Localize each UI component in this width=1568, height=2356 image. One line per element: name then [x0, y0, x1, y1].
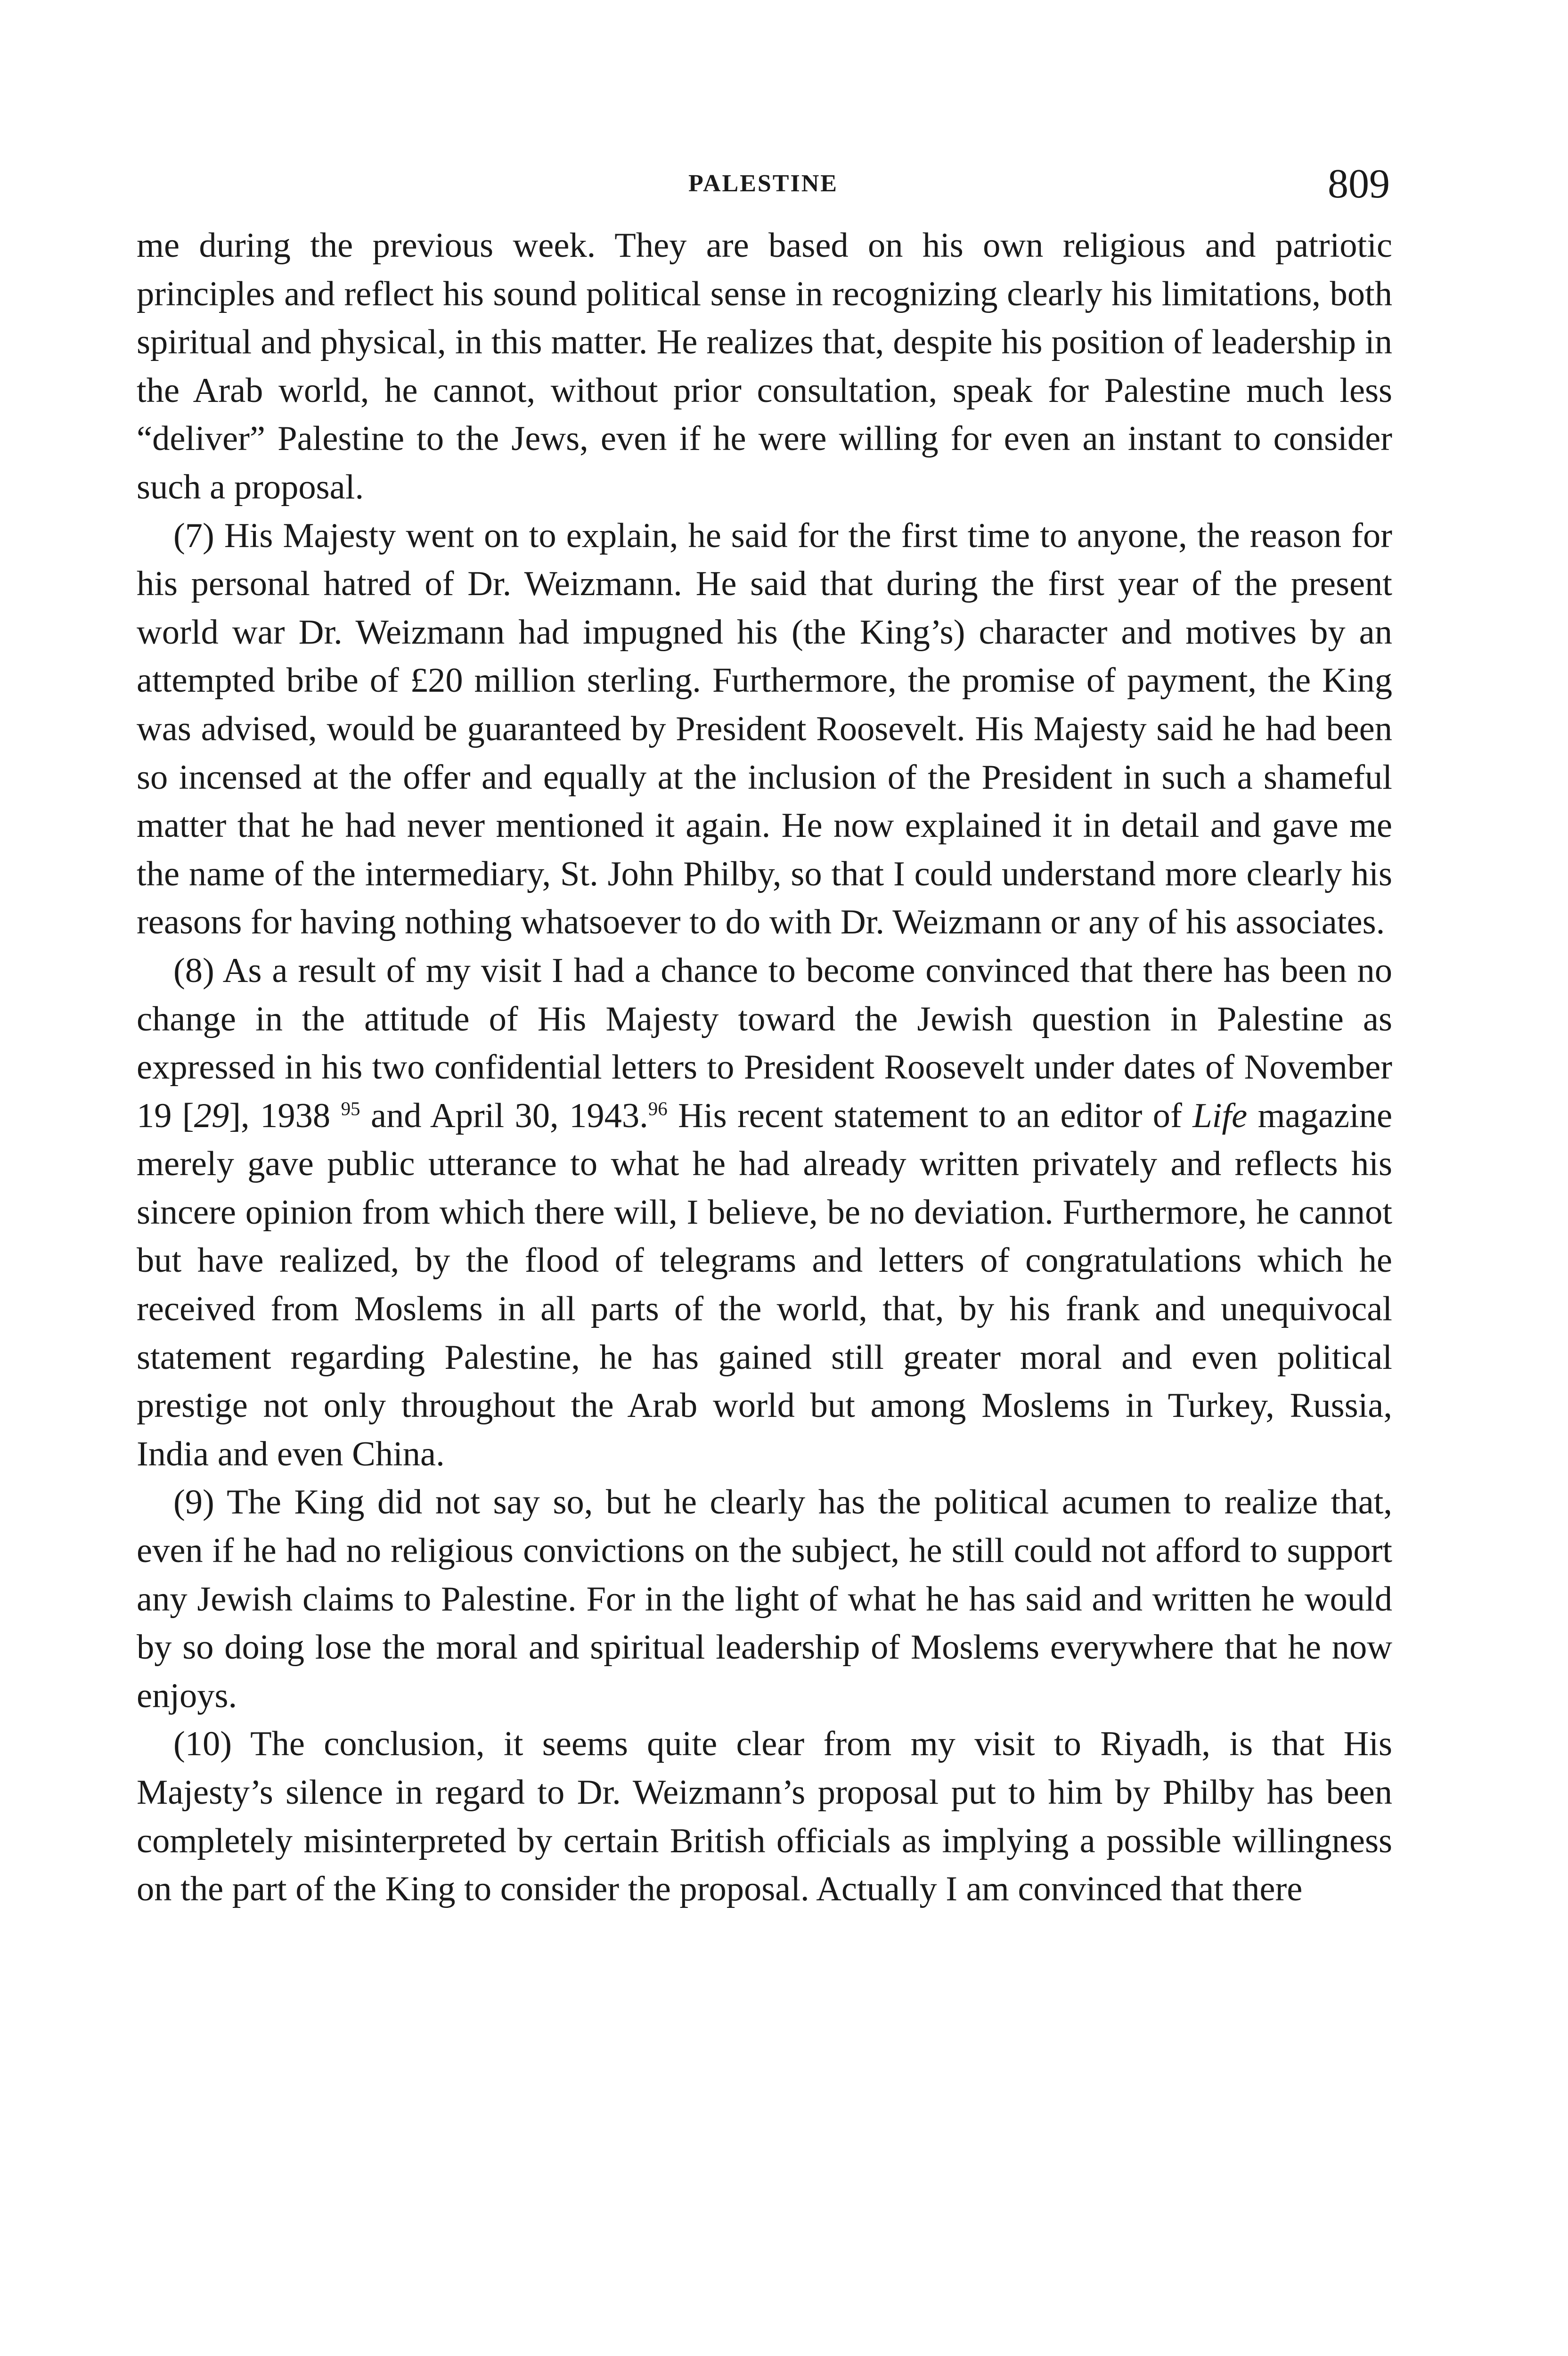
paragraph-8 — [137, 947, 1392, 1479]
footnote-ref-95: 95 — [341, 1097, 360, 1120]
page-header — [137, 160, 1390, 212]
magazine-title: Life — [1192, 1096, 1248, 1135]
paragraph-8-text-d: and April 30, 1943. — [360, 1096, 648, 1135]
page-number: 809 — [1328, 161, 1390, 207]
paragraph-8-text-c: ], 1938 — [229, 1096, 331, 1135]
running-head: PALESTINE — [688, 170, 838, 197]
paragraph-8-text-e: His recent statement to an editor of — [667, 1096, 1193, 1135]
paragraph-continuation: me during the previous week. They are based on his own religious and patriotic principles and reflect his sound political sense in recognizing clearly his limitations, both spiritual and physical, in this matter. He realizes that, despite his position of leadership in the Arab world, he cannot, without prior consultation, speak for Palestine much less “deliver” Palestine to the Jews, even if he were willing for even an instant to consider such a proposal. — [137, 226, 1392, 507]
editorial-correction: 29 — [194, 1096, 229, 1135]
body-text — [137, 221, 1392, 1914]
paragraph-8-text-g: magazine merely gave public utterance to what he had already written privately and reflects his sincere opinion from which there will, I believe, be no deviation. Furthermore, he cannot but have realized, by the flood of telegrams and letters of congratulations which he received from Moslems in all parts of the world, that, by his frank and unequivocal statement regarding Palestine, he has gained still greater moral and even political prestige not only throughout the Arab world but among Moslems in Turkey, Russia, India and even China. — [137, 1096, 1393, 1473]
paragraph-9: (9) The King did not say so, but he clearly has the political acumen to realize that, even if he had no religious convictions on the subject, he still could not afford to support any Jewish claims to Palestine. For in the light of what he has said and written he would by so doing lose the moral and spiritual leadership of Moslems everywhere that he now enjoys. — [137, 1483, 1392, 1715]
paragraph-8-text-a: (8) As a result of my visit I had a chance to become convinced that there has been no change in the attitude of His Majesty toward the Jewish question in Palestine as expressed in his two confidential letters to President Roosevelt under dates of November 19 [ — [137, 951, 1392, 1135]
footnote-ref-96: 96 — [648, 1097, 668, 1120]
paragraph-10: (10) The conclusion, it seems quite clear from my visit to Riyadh, is that His Majesty’s silence in regard to Dr. Weizmann’s proposal put to him by Philby has been completely misinterpreted by certain British officials as implying a possible willingness on the part of the King to consider the proposal. Actually I am convinced that there — [137, 1725, 1392, 1909]
paragraph-7: (7) His Majesty went on to explain, he said for the first time to anyone, the reason for his personal hatred of Dr. Weizmann. He said that during the first year of the present world war Dr. Weizmann had impugned his (the King’s) character and motives by an attempted bribe of £20 million sterling. Furthermore, the promise of payment, the King was advised, would be guaranteed by President Roosevelt. His Majesty said he had been so incensed at the offer and equally at the inclusion of the President in such a shameful matter that he had never mentioned it again. He now explained it in detail and gave me the name of the intermediary, St. John Philby, so that I could understand more clearly his reasons for having nothing whatsoever to do with Dr. Weizmann or any of his associates. — [137, 516, 1392, 942]
